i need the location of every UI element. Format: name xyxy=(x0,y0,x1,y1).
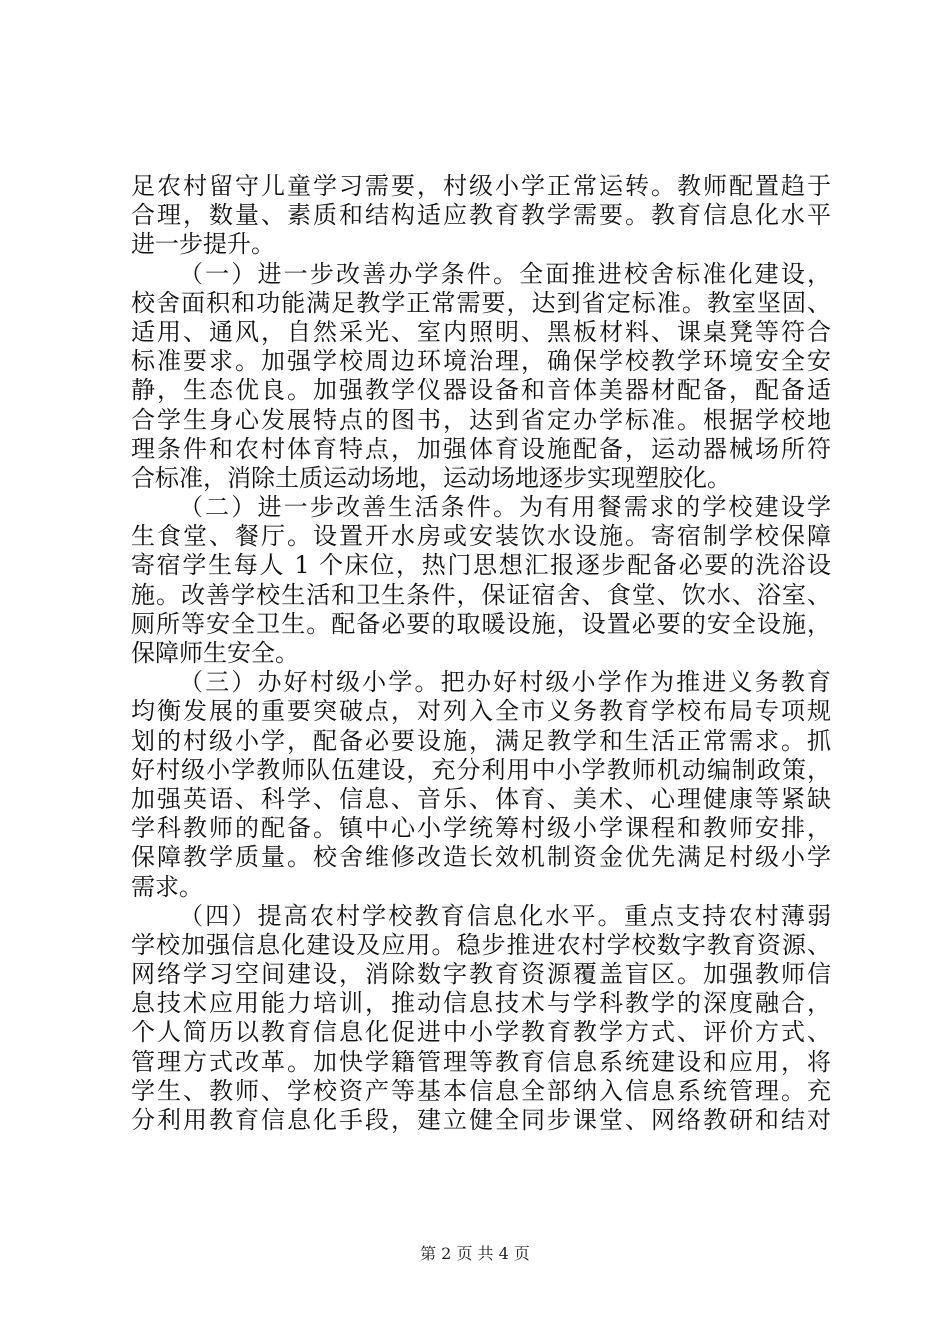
text-line: 标准要求。加强学校周边环境治理，确保学校教学环境安全安 xyxy=(131,347,831,376)
body-text xyxy=(131,172,831,1135)
text-line: 划的村级小学，配备必要设施，满足教学和生活正常需求。抓 xyxy=(131,726,831,755)
text-line: 学校加强信息化建设及应用。稳步推进农村学校数字教育资源、 xyxy=(131,930,831,959)
text-line: 合理，数量、素质和结构适应教育教学需要。教育信息化水平 xyxy=(131,201,831,230)
text-line: （二）进一步改善生活条件。为有用餐需求的学校建设学 xyxy=(179,493,831,522)
text-line: 静，生态优良。加强教学仪器设备和音体美器材配备，配备适 xyxy=(131,376,831,405)
text-line: 个人简历以教育信息化促进中小学教育教学方式、评价方式、 xyxy=(131,1018,831,1047)
text-line: 施。改善学校生活和卫生条件，保证宿舍、食堂、饮水、浴室、 xyxy=(131,580,831,609)
text-line: 保障师生安全。 xyxy=(131,639,299,667)
text-line: （三）办好村级小学。把办好村级小学作为推进义务教育 xyxy=(179,668,831,697)
text-line: 理条件和农村体育特点，加强体育设施配备，运动器械场所符 xyxy=(131,434,831,463)
text-line: 寄宿学生每人 1 个床位，热门思想汇报逐步配备必要的洗浴设 xyxy=(131,551,831,580)
text-line: （四）提高农村学校教育信息化水平。重点支持农村薄弱 xyxy=(179,901,831,930)
text-line: 生食堂、餐厅。设置开水房或安装饮水设施。寄宿制学校保障 xyxy=(131,522,831,551)
text-line: 管理方式改革。加快学籍管理等教育信息系统建设和应用，将 xyxy=(131,1047,831,1076)
text-line: 进一步提升。 xyxy=(131,230,275,259)
text-line: 分利用教育信息化手段，建立健全同步课堂、网络教研和结对 xyxy=(131,1106,831,1134)
page-footer: 第 2 页 共 4 页 xyxy=(420,1244,530,1263)
text-line: 学生、教师、学校资产等基本信息全部纳入信息系统管理。充 xyxy=(131,1076,831,1105)
text-line: 需求。 xyxy=(131,872,203,901)
text-line: 适用、通风，自然采光、室内照明、黑板材料、课桌凳等符合 xyxy=(131,317,831,346)
text-line: 保障教学质量。校舍维修改造长效机制资金优先满足村级小学 xyxy=(131,843,831,872)
text-line: 校舍面积和功能满足教学正常需要，达到省定标准。教室坚固、 xyxy=(131,288,831,317)
text-line: 均衡发展的重要突破点，对列入全市义务教育学校布局专项规 xyxy=(131,697,831,726)
text-line: 学科教师的配备。镇中心小学统筹村级小学课程和教师安排， xyxy=(131,814,831,843)
text-line: 好村级小学教师队伍建设，充分利用中小学教师机动编制政策， xyxy=(131,755,831,784)
text-line: 合标准，消除土质运动场地，运动场地逐步实现塑胶化。 xyxy=(131,463,731,492)
text-line: 合学生身心发展特点的图书，达到省定办学标准。根据学校地 xyxy=(131,405,831,434)
text-line: 加强英语、科学、信息、音乐、体育、美术、心理健康等紧缺 xyxy=(131,784,831,813)
text-line: 息技术应用能力培训，推动信息技术与学科教学的深度融合， xyxy=(131,989,831,1018)
text-line: 足农村留守儿童学习需要，村级小学正常运转。教师配置趋于 xyxy=(131,172,831,200)
text-line: （一）进一步改善办学条件。全面推进校舍标准化建设， xyxy=(179,259,831,288)
text-line: 网络学习空间建设，消除数字教育资源覆盖盲区。加强教师信 xyxy=(131,960,831,989)
text-line: 厕所等安全卫生。配备必要的取暖设施，设置必要的安全设施， xyxy=(131,609,831,638)
